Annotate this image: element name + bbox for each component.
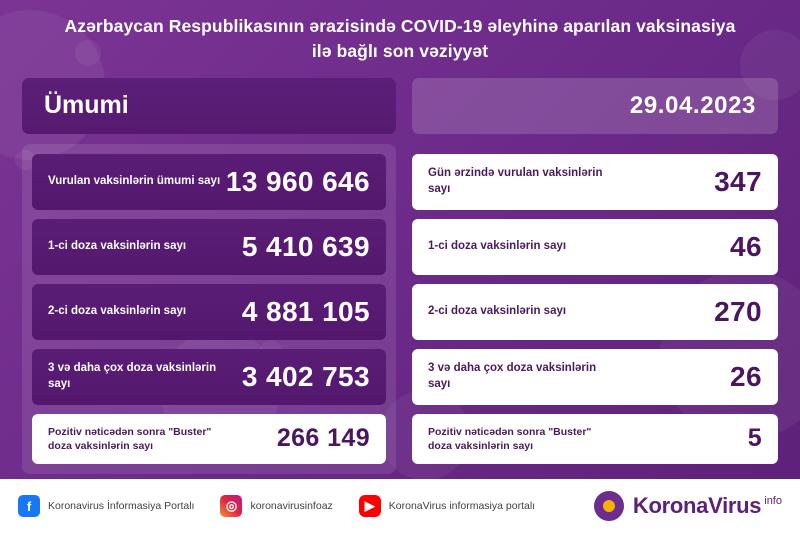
table-row [32,414,386,464]
table-row [32,154,386,210]
row-label: 2-ci doza vaksinlərin sayı [428,304,567,317]
row-label: 3 və daha çox doza vaksinlərin sayı [48,362,217,390]
stats-columns [0,64,800,474]
row-value: 13 960 646 [225,165,370,197]
table-row [412,219,778,275]
row-value: 3 402 753 [241,360,370,392]
youtube-link[interactable] [359,495,535,517]
table-row [412,349,778,405]
facebook-link[interactable] [18,495,194,517]
table-row [32,349,386,405]
total-column [22,78,396,474]
total-rows-card [22,144,396,474]
daily-column-header: 29.04.2023 [412,78,778,134]
table-row [412,284,778,340]
row-label: 3 və daha çox doza vaksinlərin sayı [428,362,597,390]
brand-suffix: info [764,495,782,507]
table-row [412,414,778,464]
row-value: 4 881 105 [241,295,370,327]
youtube-icon: ▶ [359,495,381,517]
table-row [32,219,386,275]
row-value: 26 [730,360,762,392]
row-label: 1-ci doza vaksinlərin sayı [48,239,187,252]
row-value: 347 [714,165,762,197]
row-label: Vurulan vaksinlərin ümumi sayı [48,174,221,187]
row-label: Gün ərzində vurulan vaksinlərin sayı [428,167,603,195]
instagram-icon: ◎ [220,495,242,517]
row-value: 46 [730,230,762,262]
row-value: 266 149 [276,424,370,453]
row-value: 5 [747,424,762,453]
row-label: 1-ci doza vaksinlərin sayı [428,239,567,252]
brand-logo [594,491,782,521]
footer-bar [0,479,800,533]
instagram-link[interactable] [220,495,332,517]
row-label: Pozitiv nəticədən sonra "Buster" doza vaksinlərin sayı [428,425,592,452]
total-column-header: Ümumi [22,78,396,134]
virus-logo-icon [594,491,624,521]
daily-column [412,78,778,474]
facebook-icon: f [18,495,40,517]
youtube-label: KoronaVirus informasiya portalı [388,500,536,512]
brand-name: KoronaVirus [632,493,762,518]
facebook-label: Koronavirus İnformasiya Portalı [48,500,195,512]
row-label: Pozitiv nəticədən sonra "Buster" doza vaksinlərin sayı [48,425,212,452]
row-label: 2-ci doza vaksinlərin sayı [48,304,187,317]
table-row [412,154,778,210]
row-value: 270 [714,295,762,327]
instagram-label: koronavirusinfoaz [250,500,333,512]
row-value: 5 410 639 [241,230,370,262]
page-title: Azərbaycan Respublikasının ərazisində COVID-19 əleyhinə aparılan vaksinasiya ilə bağlı son vəziyyət [64,16,736,61]
table-row [32,284,386,340]
